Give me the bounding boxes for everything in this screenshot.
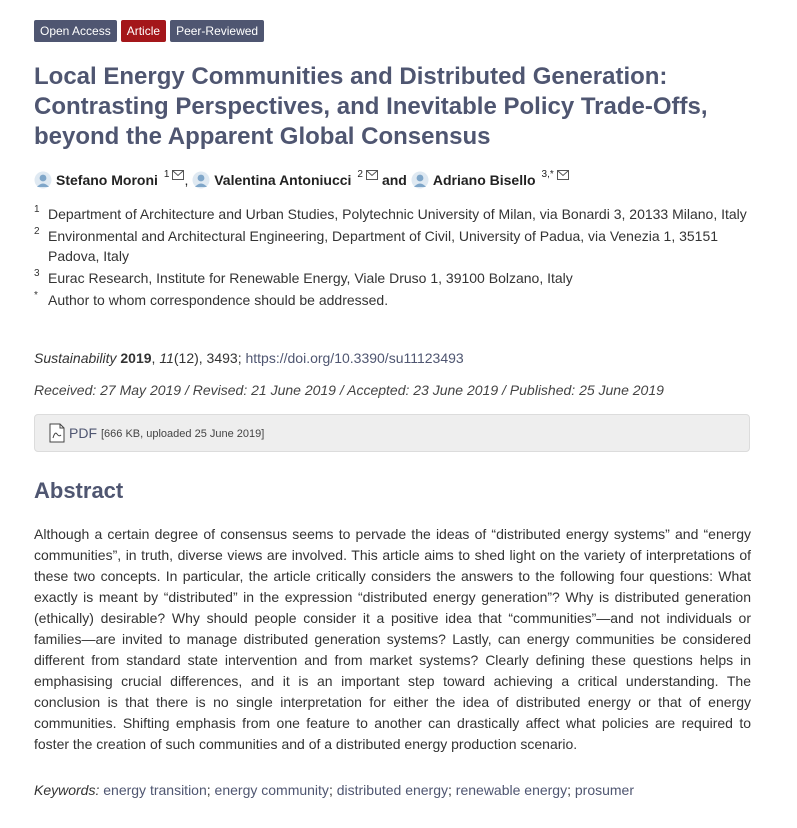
author-affiliation-number: 3,*: [541, 168, 554, 180]
citation-line: Sustainability 2019, 11(12), 3493; https://doi.org/10.3390/su11123493: [34, 350, 464, 366]
keyword-link[interactable]: prosumer: [574, 782, 635, 798]
email-icon[interactable]: [366, 170, 378, 180]
affiliation-number: 3: [34, 268, 40, 279]
email-icon[interactable]: [557, 170, 569, 180]
keyword-link[interactable]: energy transition: [103, 782, 207, 798]
affiliation-item: [34, 290, 754, 310]
citation-volume: 11: [159, 350, 174, 366]
article-badge[interactable]: Article: [121, 20, 166, 42]
affiliation-text: Eurac Research, Institute for Renewable Energy, Viale Druso 1, 39100 Bolzano, Italy: [48, 270, 573, 286]
affiliation-text: Department of Architecture and Urban Studies, Polytechnic University of Milan, via Bonardi 3, 20133 Milano, Italy: [48, 206, 747, 222]
author-name[interactable]: Stefano Moroni: [56, 172, 158, 188]
citation-issue: (12), 3493;: [173, 350, 246, 366]
and-conjunction: and: [381, 172, 407, 188]
author-profile-icon[interactable]: [411, 171, 429, 189]
peer-reviewed-badge[interactable]: Peer-Reviewed: [170, 20, 264, 42]
affiliation-number: 1: [34, 204, 40, 215]
author-name[interactable]: Valentina Antoniucci: [214, 172, 352, 188]
keyword-link[interactable]: energy community: [214, 782, 329, 798]
article-title: Local Energy Communities and Distributed Generation: Contrasting Perspectives, and Inevitable Policy Trade-Offs, beyond the Apparent Global Consensus: [34, 63, 708, 150]
abstract-heading: Abstract: [34, 478, 124, 503]
affiliation-text: Author to whom correspondence should be addressed.: [48, 292, 389, 308]
pdf-file-icon[interactable]: [49, 423, 65, 443]
author-affiliation-number: 2: [357, 168, 363, 180]
author-profile-icon[interactable]: [34, 171, 52, 189]
affiliation-item: [34, 226, 754, 266]
keyword-link[interactable]: distributed energy: [336, 782, 449, 798]
author-affiliation-number: 1: [163, 168, 170, 180]
keywords-label: Keywords:: [34, 782, 100, 798]
affiliation-item: [34, 204, 754, 224]
author-profile-icon[interactable]: [192, 171, 210, 189]
keywords-line: Keywords: energy transition; energy community; distributed energy; renewable energy; prosumer: [34, 782, 635, 798]
affiliation-item: [34, 268, 754, 288]
affiliation-number: *: [34, 290, 38, 301]
doi-link[interactable]: https://doi.org/10.3390/su11123493: [245, 350, 464, 366]
badge-row: [34, 20, 264, 42]
publication-dates: Received: 27 May 2019 / Revised: 21 June 2019 / Accepted: 23 June 2019 / Published: 25 June 2019: [34, 382, 664, 398]
pdf-file-meta: [666 KB, uploaded 25 June 2019]: [101, 428, 265, 440]
open-access-badge[interactable]: Open Access: [34, 20, 117, 42]
author-list: Stefano Moroni 1 , Valentina Antoniucci 2 and Adriano Bisello 3,*: [34, 171, 569, 189]
affiliation-number: 2: [34, 226, 40, 237]
journal-name: Sustainability: [34, 350, 117, 366]
citation-year: 2019: [120, 350, 152, 366]
affiliation-list: [34, 204, 754, 312]
affiliation-text: Environmental and Architectural Engineering, Department of Civil, University of Padua, via Venezia 1, 35151 Padova, Italy: [48, 228, 719, 264]
pdf-download-box: [34, 414, 750, 452]
email-icon[interactable]: [172, 170, 184, 180]
keyword-link[interactable]: renewable energy: [455, 782, 568, 798]
pdf-download-link[interactable]: PDF: [69, 425, 97, 441]
abstract-text: Although a certain degree of consensus seems to pervade the ideas of “distributed energy systems” and “energy communities”, in truth, diverse views are involved. This article aims to shed light on the variety of interpretations of these two concepts. In particular, the article critically considers the answers to the following four questions: What exactly is meant by “distributed” in the expression “distributed energy generation”? Why is distributed generation (ethically) desirable? Why should people consider it a positive idea that “communities”—and not individuals or families—are invited to manage distributed generation systems? Lastly, can energy communities be considered different from standard state intervention and from market systems? Clearly defining these questions helps in emphasising crucial differences, and it is an important step toward achieving a critical understanding. The conclusion is that there is no single interpretation for either the idea of distributed energy or that of energy communities. Shifting emphasis from one feature to another can drastically affect what policies are required to foster the creation of such communities and of a distributed energy production scenario.: [34, 526, 751, 752]
author-name[interactable]: Adriano Bisello: [432, 172, 536, 188]
